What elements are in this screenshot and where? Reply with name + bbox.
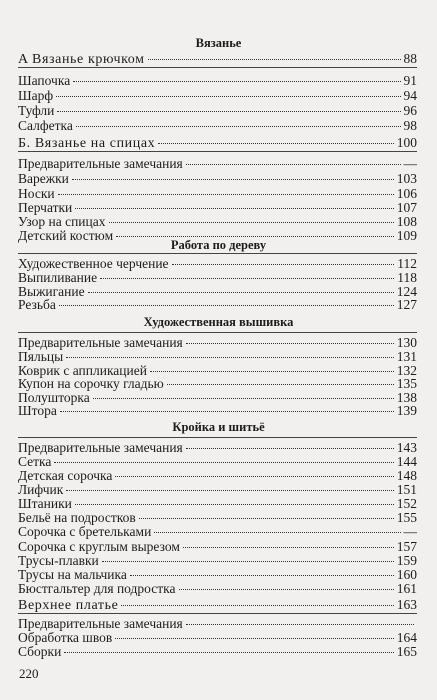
toc-page-number: 160 xyxy=(396,567,417,582)
section-heading-sewing: Кройка и шитьё xyxy=(172,420,265,434)
dot-leader xyxy=(139,518,394,519)
toc-entry-label: Перчатки xyxy=(18,200,73,215)
toc-entry[interactable] xyxy=(18,88,417,103)
dot-leader xyxy=(179,589,394,590)
toc-page-number: 151 xyxy=(396,482,417,497)
toc-entry-label: Купон на сорочку гладью xyxy=(18,376,164,391)
toc-entry-label: Коврик с аппликацией xyxy=(18,363,147,378)
toc-page-number: 88 xyxy=(403,51,417,66)
section-rule xyxy=(18,332,417,333)
toc-page-number: 130 xyxy=(396,335,417,350)
toc-entry[interactable] xyxy=(18,468,417,483)
dot-leader xyxy=(115,476,393,477)
toc-page-number: 135 xyxy=(396,376,417,391)
toc-entry[interactable] xyxy=(18,581,417,596)
toc-page-number: 131 xyxy=(396,349,417,364)
dot-leader xyxy=(59,305,394,306)
toc-entry-label: Шапочка xyxy=(18,73,71,88)
section-rule xyxy=(18,437,417,438)
toc-entry[interactable] xyxy=(18,567,417,582)
toc-page-number: 124 xyxy=(396,284,417,299)
dot-leader xyxy=(57,111,400,112)
toc-subheading-needles[interactable] xyxy=(18,135,417,150)
toc-page-number: 163 xyxy=(396,597,417,612)
dot-leader xyxy=(186,343,394,344)
toc-entry[interactable] xyxy=(18,482,417,497)
toc-entry[interactable] xyxy=(18,73,417,88)
toc-page-number: 138 xyxy=(396,390,417,405)
dot-leader xyxy=(158,143,393,144)
section-heading-embroidery: Художественная вышивка xyxy=(143,315,294,329)
dot-leader xyxy=(121,605,393,606)
dot-leader xyxy=(58,194,394,195)
toc-page-number: 157 xyxy=(396,539,417,554)
toc-entry-label: Детский костюм xyxy=(18,228,114,243)
toc-entry-label: Полушторка xyxy=(18,390,90,405)
toc-entry[interactable] xyxy=(18,644,417,659)
page-number: 220 xyxy=(19,666,39,681)
toc-entry[interactable] xyxy=(18,171,417,186)
dot-leader xyxy=(150,371,394,372)
toc-entry[interactable] xyxy=(18,454,417,469)
dot-leader xyxy=(66,357,394,358)
dot-leader xyxy=(75,504,394,505)
section-heading-woodwork: Работа по дереву xyxy=(170,238,267,252)
toc-page-number: 132 xyxy=(396,363,417,378)
toc-entry-label: Штаники xyxy=(18,496,72,511)
dot-leader xyxy=(60,411,394,412)
toc-page-number: 144 xyxy=(396,454,417,469)
dot-leader xyxy=(186,164,401,165)
toc-page-number: 96 xyxy=(403,103,417,118)
toc-page-number: 148 xyxy=(396,468,417,483)
dot-leader xyxy=(88,292,394,293)
toc-page-number: 94 xyxy=(403,88,417,103)
toc-entry-label: Лифчик xyxy=(18,482,64,497)
dot-leader xyxy=(109,222,394,223)
toc-entry-label: Узор на спицах xyxy=(18,214,106,229)
toc-entry[interactable] xyxy=(18,118,417,133)
dot-leader xyxy=(148,59,401,60)
toc-page-number: 109 xyxy=(396,228,417,243)
toc-entry-label: Трусы на мальчика xyxy=(18,567,127,582)
dot-leader xyxy=(186,448,394,449)
toc-entry[interactable] xyxy=(18,270,417,285)
toc-entry-label: Варежки xyxy=(18,171,69,186)
toc-subheading-crochet[interactable] xyxy=(18,51,417,66)
toc-page-number: 100 xyxy=(396,135,417,150)
toc-entry[interactable] xyxy=(18,335,417,350)
section-rule xyxy=(18,253,417,254)
toc-entry[interactable] xyxy=(18,616,417,631)
toc-entry[interactable] xyxy=(18,553,417,568)
dot-leader xyxy=(130,575,394,576)
toc-entry-label: Предварительные замечания xyxy=(18,440,183,455)
toc-entry-label: Трусы-плавки xyxy=(18,553,99,568)
toc-entry[interactable] xyxy=(18,103,417,118)
toc-page-number: 103 xyxy=(396,171,417,186)
dot-leader xyxy=(72,179,394,180)
toc-entry-label: Сорочка с круглым вырезом xyxy=(18,539,180,554)
toc-page-number: — xyxy=(403,156,417,171)
toc-page-number: 164 xyxy=(396,630,417,645)
dot-leader xyxy=(100,278,394,279)
dot-leader xyxy=(183,547,394,548)
toc-entry[interactable] xyxy=(18,524,417,539)
toc-page-number: 155 xyxy=(396,510,417,525)
dot-leader xyxy=(154,532,400,533)
toc-page-number: 127 xyxy=(396,297,417,312)
toc-entry-label: Штора xyxy=(18,403,57,418)
dot-leader xyxy=(64,652,393,653)
toc-entry-label: Резьба xyxy=(18,297,56,312)
toc-entry[interactable] xyxy=(18,539,417,554)
toc-subheading-label: A Вязанье крючком xyxy=(18,52,145,67)
dot-leader xyxy=(116,236,394,237)
section-rule xyxy=(18,613,417,614)
toc-entry[interactable] xyxy=(18,297,417,312)
dot-leader xyxy=(75,208,393,209)
toc-page-number: 161 xyxy=(396,581,417,596)
section-rule xyxy=(18,67,417,68)
toc-entry-label: Салфетка xyxy=(18,118,73,133)
section-heading-knitting: Вязанье xyxy=(195,36,242,50)
toc-entry-label: Туфли xyxy=(18,103,55,118)
dot-leader xyxy=(54,462,393,463)
toc-entry[interactable] xyxy=(18,403,417,418)
toc-entry-label: Обработка швов xyxy=(18,630,113,645)
toc-entry-label: Сетка xyxy=(18,454,52,469)
toc-entry-label: Художественное черчение xyxy=(18,256,169,271)
dot-leader xyxy=(167,384,394,385)
toc-page-number: 91 xyxy=(403,73,417,88)
dot-leader xyxy=(115,638,394,639)
dot-leader xyxy=(102,561,394,562)
toc-page-number: 118 xyxy=(397,270,417,285)
toc-entry[interactable] xyxy=(18,630,417,645)
toc-page-number: 98 xyxy=(403,118,417,133)
toc-entry-label: Сорочка с бретельками xyxy=(18,524,152,539)
toc-entry-label: Выпиливание xyxy=(18,270,98,285)
toc-page-number: 107 xyxy=(396,200,417,215)
toc-entry[interactable] xyxy=(18,496,417,511)
toc-page-number: 139 xyxy=(396,403,417,418)
toc-entry[interactable] xyxy=(18,156,417,171)
toc-subheading-label: Верхнее платье xyxy=(18,598,119,613)
toc-page-number: 152 xyxy=(396,496,417,511)
toc-entry[interactable] xyxy=(18,440,417,455)
toc-entry-label: Выжигание xyxy=(18,284,85,299)
section-rule xyxy=(18,151,417,152)
toc-entry[interactable] xyxy=(18,200,417,215)
toc-page-number: 143 xyxy=(396,440,417,455)
toc-entry-label: Шарф xyxy=(18,88,54,103)
toc-entry-label: Сборки xyxy=(18,644,62,659)
toc-page-number: 108 xyxy=(396,214,417,229)
toc-entry[interactable] xyxy=(18,214,417,229)
toc-subheading-label: Б. Вязанье на спицах xyxy=(18,136,156,151)
toc-entry-label: Бюстгальтер для подростка xyxy=(18,581,176,596)
toc-entry-label: Носки xyxy=(18,186,55,201)
dot-leader xyxy=(186,624,414,625)
toc-entry-label: Предварительные замечания xyxy=(18,156,183,171)
dot-leader xyxy=(172,264,395,265)
toc-page-number: 165 xyxy=(396,644,417,659)
toc-entry[interactable] xyxy=(18,376,417,391)
toc-entry[interactable] xyxy=(18,186,417,201)
toc-entry[interactable] xyxy=(18,349,417,364)
toc-entry[interactable] xyxy=(18,256,417,271)
toc-entry[interactable] xyxy=(18,510,417,525)
toc-page-number: — xyxy=(403,524,417,539)
toc-entry-label: Предварительные замечания xyxy=(18,335,183,350)
dot-leader xyxy=(93,398,394,399)
dot-leader xyxy=(66,490,393,491)
toc-entry-label: Бельё на подростков xyxy=(18,510,136,525)
toc-subheading-outerwear[interactable] xyxy=(18,597,417,612)
toc-entry-label: Предварительные замечания xyxy=(18,616,183,631)
toc-entry-label: Пяльцы xyxy=(18,349,64,364)
toc-page-number: 159 xyxy=(396,553,417,568)
dot-leader xyxy=(73,81,400,82)
toc-page-number: 106 xyxy=(396,186,417,201)
dot-leader xyxy=(76,126,401,127)
toc-page-number: 112 xyxy=(397,256,417,271)
toc-entry-label: Детская сорочка xyxy=(18,468,113,483)
dot-leader xyxy=(56,96,400,97)
